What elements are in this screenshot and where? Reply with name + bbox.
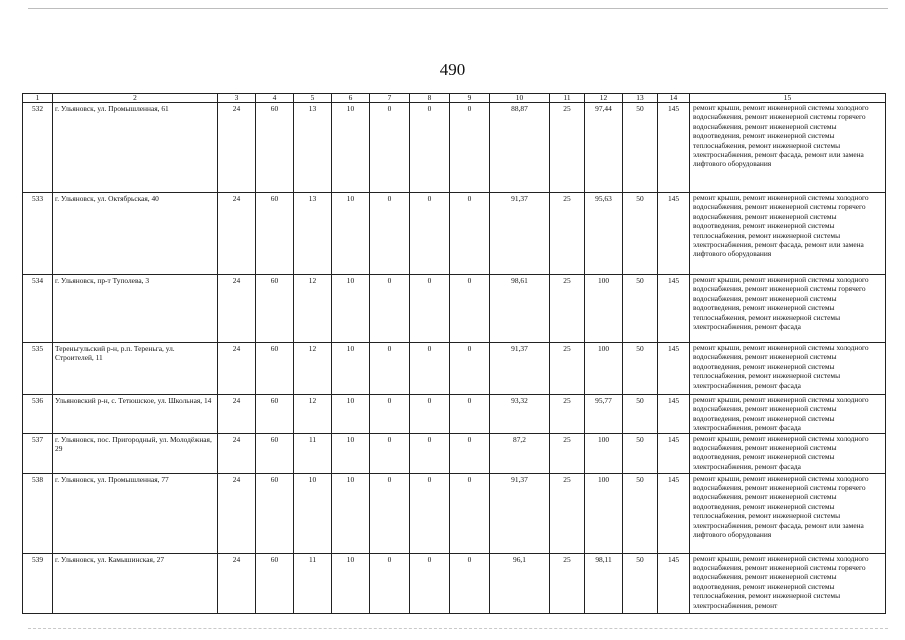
value-cell: 95,77 <box>585 395 623 434</box>
value-cell: 10 <box>332 433 370 473</box>
value-cell: 100 <box>585 433 623 473</box>
value-cell: 12 <box>294 275 332 343</box>
row-number: 539 <box>23 553 53 613</box>
row-number: 534 <box>23 275 53 343</box>
value-cell: 0 <box>410 473 450 553</box>
value-cell: 0 <box>410 103 450 193</box>
value-cell: 10 <box>332 193 370 275</box>
column-header: 5 <box>294 94 332 103</box>
value-cell: 0 <box>450 433 490 473</box>
value-cell: 24 <box>218 103 256 193</box>
value-cell: 97,44 <box>585 103 623 193</box>
value-cell: 10 <box>294 473 332 553</box>
value-cell: 0 <box>410 433 450 473</box>
repair-works-cell: ремонт крыши, ремонт инженерной системы холодного водоснабжения, ремонт инженерной системы горячего водоснабжения, ремонт инженерной системы водоотведения, ремонт инженерной системы теплоснабжения, ремонт инженерной системы электроснабжения, ремонт фасада, ремонт или замена лифтового оборудования <box>690 193 886 275</box>
value-cell: 10 <box>332 553 370 613</box>
row-number: 533 <box>23 193 53 275</box>
column-header: 10 <box>490 94 550 103</box>
value-cell: 50 <box>623 553 658 613</box>
value-cell: 91,37 <box>490 473 550 553</box>
column-header: 11 <box>550 94 585 103</box>
value-cell: 24 <box>218 553 256 613</box>
value-cell: 145 <box>658 343 690 395</box>
value-cell: 0 <box>410 553 450 613</box>
housing-repair-table <box>22 93 886 614</box>
address-cell: Ульяновский р-н, с. Тетюшское, ул. Школьная, 14 <box>53 395 218 434</box>
column-header: 3 <box>218 94 256 103</box>
value-cell: 24 <box>218 473 256 553</box>
repair-works-cell: ремонт крыши, ремонт инженерной системы холодного водоснабжения, ремонт инженерной системы горячего водоснабжения, ремонт инженерной системы водоотведения, ремонт инженерной системы теплоснабжения, ремонт инженерной системы электроснабжения, ремонт фасада, ремонт или замена лифтового оборудования <box>690 473 886 553</box>
value-cell: 0 <box>370 473 410 553</box>
page-number: 490 <box>439 60 466 79</box>
table-row <box>23 553 886 613</box>
column-header: 12 <box>585 94 623 103</box>
top-rule <box>28 8 888 9</box>
value-cell: 100 <box>585 275 623 343</box>
column-header: 8 <box>410 94 450 103</box>
row-number: 536 <box>23 395 53 434</box>
value-cell: 0 <box>370 103 410 193</box>
value-cell: 91,37 <box>490 343 550 395</box>
value-cell: 24 <box>218 395 256 434</box>
value-cell: 0 <box>450 103 490 193</box>
column-header: 13 <box>623 94 658 103</box>
value-cell: 91,37 <box>490 193 550 275</box>
value-cell: 0 <box>370 193 410 275</box>
address-cell: Тереньгульский р-н, р.п. Тереньга, ул. Строителей, 11 <box>53 343 218 395</box>
repair-works-cell: ремонт крыши, ремонт инженерной системы холодного водоснабжения, ремонт инженерной системы водоотведения, ремонт инженерной системы электроснабжения, ремонт фасада <box>690 433 886 473</box>
value-cell: 25 <box>550 433 585 473</box>
value-cell: 60 <box>256 433 294 473</box>
value-cell: 60 <box>256 275 294 343</box>
value-cell: 25 <box>550 193 585 275</box>
value-cell: 50 <box>623 275 658 343</box>
value-cell: 11 <box>294 433 332 473</box>
value-cell: 12 <box>294 343 332 395</box>
row-number: 538 <box>23 473 53 553</box>
row-number: 535 <box>23 343 53 395</box>
value-cell: 50 <box>623 395 658 434</box>
repair-works-cell: ремонт крыши, ремонт инженерной системы холодного водоснабжения, ремонт инженерной системы горячего водоснабжения, ремонт инженерной системы водоотведения, ремонт инженерной системы теплоснабжения, ремонт инженерной системы электроснабжения, ремонт <box>690 553 886 613</box>
value-cell: 25 <box>550 395 585 434</box>
value-cell: 50 <box>623 193 658 275</box>
value-cell: 25 <box>550 473 585 553</box>
value-cell: 0 <box>410 275 450 343</box>
bottom-rule <box>28 628 888 629</box>
address-cell: г. Ульяновск, пр-т Туполева, 3 <box>53 275 218 343</box>
column-header: 9 <box>450 94 490 103</box>
value-cell: 0 <box>450 343 490 395</box>
table-row <box>23 193 886 275</box>
value-cell: 60 <box>256 553 294 613</box>
value-cell: 93,32 <box>490 395 550 434</box>
value-cell: 98,11 <box>585 553 623 613</box>
value-cell: 0 <box>410 395 450 434</box>
value-cell: 25 <box>550 103 585 193</box>
repair-works-cell: ремонт крыши, ремонт инженерной системы холодного водоснабжения, ремонт инженерной системы водоотведения, ремонт инженерной системы теплоснабжения, ремонт инженерной системы электроснабжения, ремонт фасада <box>690 343 886 395</box>
table-header-row <box>23 94 886 103</box>
address-cell: г. Ульяновск, ул. Промышленная, 77 <box>53 473 218 553</box>
value-cell: 0 <box>370 395 410 434</box>
value-cell: 60 <box>256 473 294 553</box>
value-cell: 0 <box>370 553 410 613</box>
table-row <box>23 473 886 553</box>
value-cell: 145 <box>658 433 690 473</box>
value-cell: 0 <box>450 395 490 434</box>
table-row <box>23 395 886 434</box>
table-row <box>23 275 886 343</box>
value-cell: 100 <box>585 473 623 553</box>
value-cell: 10 <box>332 395 370 434</box>
value-cell: 10 <box>332 103 370 193</box>
column-header: 14 <box>658 94 690 103</box>
row-number: 532 <box>23 103 53 193</box>
value-cell: 145 <box>658 275 690 343</box>
value-cell: 145 <box>658 395 690 434</box>
value-cell: 87,2 <box>490 433 550 473</box>
value-cell: 60 <box>256 395 294 434</box>
address-cell: г. Ульяновск, ул. Октябрьская, 40 <box>53 193 218 275</box>
value-cell: 0 <box>450 473 490 553</box>
value-cell: 10 <box>332 275 370 343</box>
value-cell: 0 <box>370 275 410 343</box>
value-cell: 145 <box>658 553 690 613</box>
repair-works-cell: ремонт крыши, ремонт инженерной системы холодного водоснабжения, ремонт инженерной системы горячего водоснабжения, ремонт инженерной системы водоотведения, ремонт инженерной системы теплоснабжения, ремонт инженерной системы электроснабжения, ремонт фасада, ремонт или замена лифтового оборудования <box>690 103 886 193</box>
value-cell: 60 <box>256 343 294 395</box>
value-cell: 100 <box>585 343 623 395</box>
value-cell: 96,1 <box>490 553 550 613</box>
column-header: 6 <box>332 94 370 103</box>
value-cell: 50 <box>623 473 658 553</box>
value-cell: 50 <box>623 103 658 193</box>
value-cell: 50 <box>623 433 658 473</box>
value-cell: 88,87 <box>490 103 550 193</box>
table-row <box>23 433 886 473</box>
value-cell: 145 <box>658 103 690 193</box>
value-cell: 25 <box>550 553 585 613</box>
value-cell: 0 <box>410 193 450 275</box>
table-row <box>23 343 886 395</box>
value-cell: 25 <box>550 275 585 343</box>
value-cell: 10 <box>332 343 370 395</box>
value-cell: 95,63 <box>585 193 623 275</box>
address-cell: г. Ульяновск, ул. Камышинская, 27 <box>53 553 218 613</box>
value-cell: 0 <box>450 193 490 275</box>
value-cell: 10 <box>332 473 370 553</box>
value-cell: 12 <box>294 395 332 434</box>
address-cell: г. Ульяновск, ул. Промышленная, 61 <box>53 103 218 193</box>
value-cell: 24 <box>218 433 256 473</box>
value-cell: 0 <box>370 343 410 395</box>
column-header: 7 <box>370 94 410 103</box>
value-cell: 0 <box>410 343 450 395</box>
value-cell: 60 <box>256 103 294 193</box>
repair-works-cell: ремонт крыши, ремонт инженерной системы холодного водоснабжения, ремонт инженерной системы водоотведения, ремонт инженерной системы электроснабжения, ремонт фасада <box>690 395 886 434</box>
table-row <box>23 103 886 193</box>
value-cell: 13 <box>294 193 332 275</box>
value-cell: 13 <box>294 103 332 193</box>
value-cell: 145 <box>658 193 690 275</box>
value-cell: 60 <box>256 193 294 275</box>
column-header: 2 <box>53 94 218 103</box>
value-cell: 98,61 <box>490 275 550 343</box>
value-cell: 145 <box>658 473 690 553</box>
row-number: 537 <box>23 433 53 473</box>
column-header: 1 <box>23 94 53 103</box>
value-cell: 24 <box>218 275 256 343</box>
value-cell: 25 <box>550 343 585 395</box>
value-cell: 11 <box>294 553 332 613</box>
value-cell: 24 <box>218 193 256 275</box>
value-cell: 50 <box>623 343 658 395</box>
address-cell: г. Ульяновск, пос. Пригородный, ул. Молодёжная, 29 <box>53 433 218 473</box>
value-cell: 0 <box>450 553 490 613</box>
value-cell: 0 <box>450 275 490 343</box>
column-header: 4 <box>256 94 294 103</box>
repair-works-cell: ремонт крыши, ремонт инженерной системы холодного водоснабжения, ремонт инженерной системы горячего водоснабжения, ремонт инженерной системы водоотведения, ремонт инженерной системы теплоснабжения, ремонт инженерной системы электроснабжения, ремонт фасада <box>690 275 886 343</box>
value-cell: 0 <box>370 433 410 473</box>
column-header: 15 <box>690 94 886 103</box>
value-cell: 24 <box>218 343 256 395</box>
